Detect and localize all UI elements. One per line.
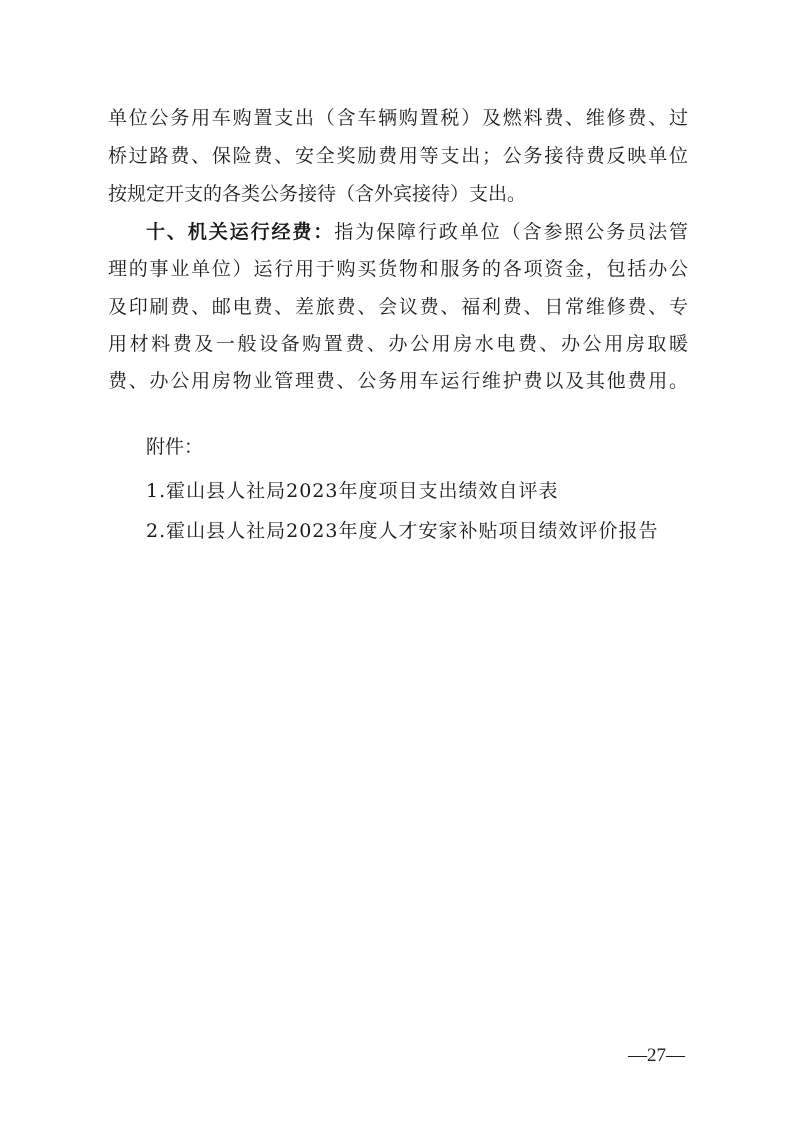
attachments-heading: 附件：: [146, 436, 204, 458]
paragraph2-line-5: 费、办公用房物业管理费、公务用车运行维护费以及其他费用。: [108, 370, 688, 392]
attachment-item-2: 2.霍山县人社局2023年度人才安家补贴项目绩效评价报告: [146, 520, 659, 542]
paragraph2-line-2: 理的事业单位）运行用于购买货物和服务的各项资金，包括办公: [108, 258, 688, 280]
paragraph2-line-4: 用材料费及一般设备购置费、办公用房水电费、办公用房取暖: [108, 333, 688, 355]
paragraph1-line-3: 按规定开支的各类公务接待（含外宾接待）支出。: [108, 183, 527, 205]
paragraph1-line-1: 单位公务用车购置支出（含车辆购置税）及燃料费、维修费、过: [108, 107, 688, 129]
paragraph1-line-2: 桥过路费、保险费、安全奖励费用等支出；公务接待费反映单位: [108, 145, 688, 167]
paragraph2-line-3: 及印刷费、邮电费、差旅费、会议费、福利费、日常维修费、专: [108, 296, 688, 318]
paragraph2-line-1: [146, 217, 688, 247]
attachment-item-1: 1.霍山县人社局2023年度项目支出绩效自评表: [146, 480, 559, 502]
paragraph2-heading: 十、机关运行经费：: [146, 221, 335, 243]
page-number: —27—: [628, 1045, 685, 1066]
paragraph2-line-1-text: 指为保障行政单位（含参照公务员法管: [334, 221, 688, 243]
